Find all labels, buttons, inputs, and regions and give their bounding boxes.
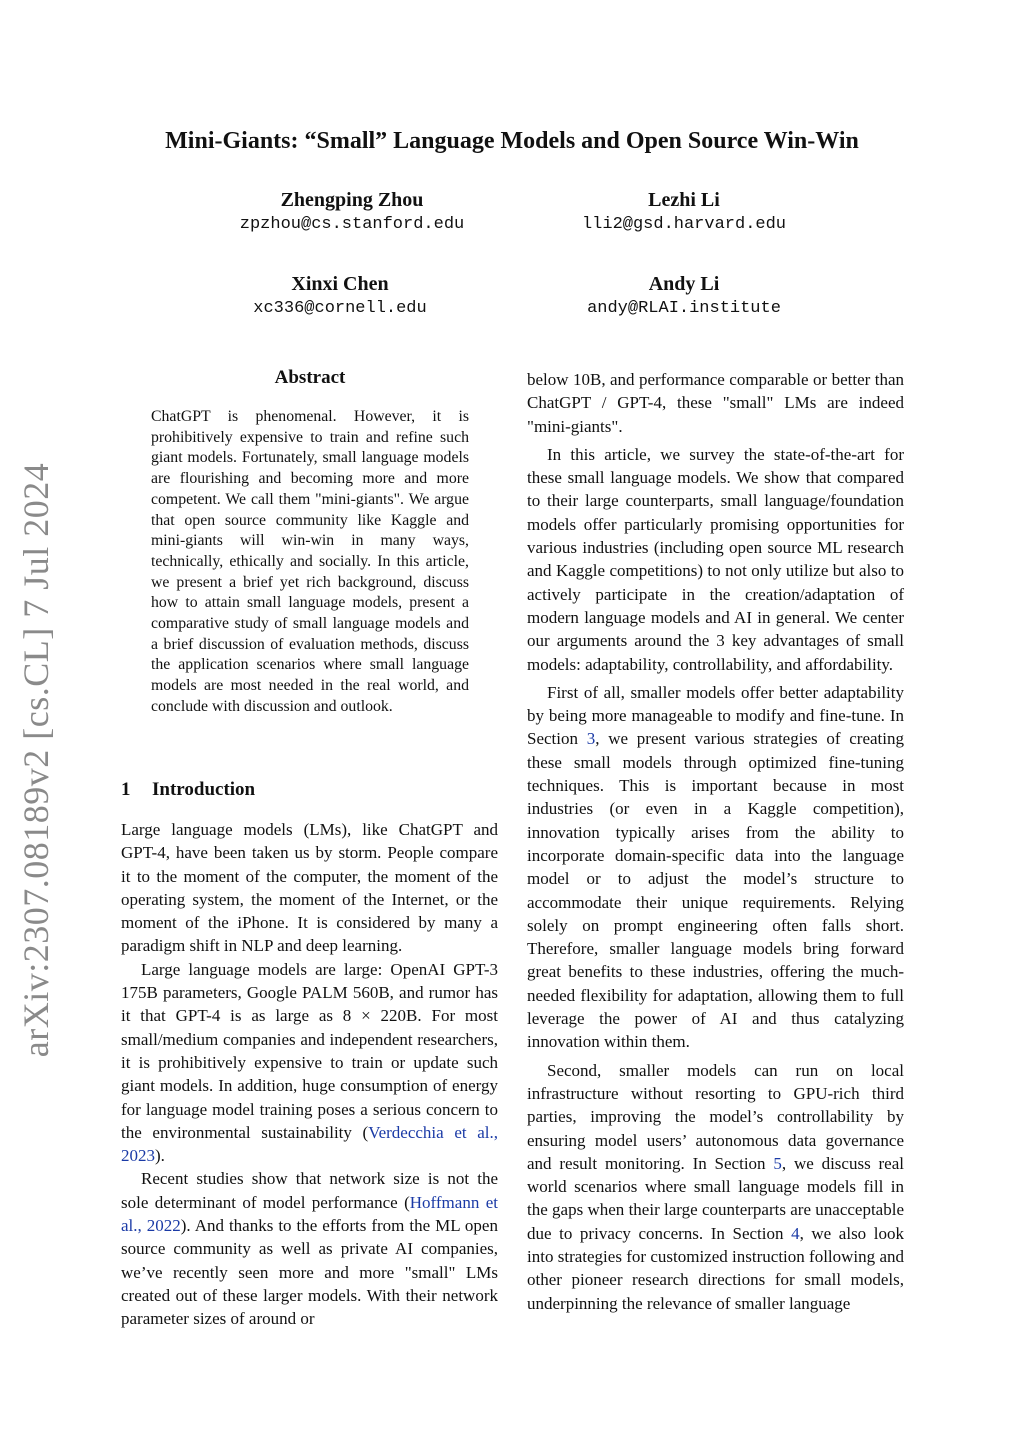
right-column bbox=[527, 368, 904, 1315]
author-email: andy@RLAI.institute bbox=[587, 299, 781, 318]
section-number: 1 bbox=[121, 779, 131, 800]
section-heading-introduction bbox=[121, 779, 255, 801]
left-column bbox=[121, 818, 498, 1331]
author-email: lli2@gsd.harvard.edu bbox=[581, 215, 787, 234]
citation-link[interactable]: Hoffmann et al., 2022 bbox=[121, 1192, 498, 1236]
author-email: xc336@cornell.edu bbox=[253, 299, 427, 318]
citation-link[interactable]: Verdecchia et al., 2023 bbox=[121, 1122, 498, 1166]
section-ref-link[interactable]: 4 bbox=[791, 1223, 800, 1243]
author-name: Andy Li bbox=[648, 273, 720, 295]
author-name: Xinxi Chen bbox=[291, 273, 389, 295]
author-block-1 bbox=[172, 188, 532, 238]
paragraph: Large language models are large: OpenAI GPT-3 175B parameters, Google PALM 560B, and rumor has it that GPT-4 is as large as 8 × 220B. For most small/medium companies and independent researchers, it is prohibitively expensive to train or update such giant models. In addition, huge consumption of energy for language model training poses a serious concern to the environmental sustainability (Verdecchia et al., 2023). bbox=[121, 959, 498, 1166]
author-email: zpzhou@cs.stanford.edu bbox=[239, 215, 465, 234]
arxiv-identifier-stamp bbox=[12, 462, 60, 1058]
section-title: Introduction bbox=[152, 779, 256, 800]
section-ref-link[interactable]: 5 bbox=[773, 1153, 782, 1173]
paragraph: Large language models (LMs), like ChatGPT and GPT-4, have been taken us by storm. People compare it to the moment of the computer, the moment of the operating system, the moment of the Internet, or the moment of the iPhone. It is considered by many a paradigm shift in NLP and deep learning. bbox=[121, 820, 498, 956]
paragraph: In this article, we survey the state-of-the-art for these small language models. We show that compared to their large counterparts, small language/foundation models offer particularly promising opportunities for various industries (including open source ML research and Kaggle competitions) to not only utilize but also to actively participate in the creation/adaptation of modern language models and AI in general. We center our arguments around the 3 key advantages of small models: adaptability, controllability, and affordability. bbox=[527, 444, 904, 674]
author-name: Lezhi Li bbox=[648, 189, 720, 211]
paragraph: Second, smaller models can run on local infrastructure without resorting to GPU-rich third parties, improving the model’s controllability by ensuring model users’ autonomous data governance and result monitoring. In Section 5, we discuss real world scenarios where small language models fill in the gaps when their large counterparts are unacceptable due to privacy concerns. In Section 4, we also look into strategies for customized instruction following and other pioneer research directions for small models, underpinning the relevance of smaller language bbox=[527, 1060, 904, 1313]
paragraph: below 10B, and performance comparable or better than ChatGPT / GPT-4, these "small" LMs are indeed "mini-giants". bbox=[527, 370, 904, 436]
author-block-2 bbox=[504, 188, 864, 238]
author-block-4 bbox=[504, 272, 864, 322]
section-ref-link[interactable]: 3 bbox=[586, 729, 596, 749]
paragraph: Recent studies show that network size is not the sole determinant of model performance (Hoffmann et al., 2022). And thanks to the efforts from the ML open source community as well as private AI companies, we’ve recently seen more and more "small" LMs created out of these larger models. With their network parameter sizes of around or bbox=[121, 1169, 498, 1329]
abstract-body: ChatGPT is phenomenal. However, it is prohibitively expensive to train and refine such giant models. Fortunately, small language models are flourishing and becoming more and more competent. We call them "mini-giants". We argue that open source community like Kaggle and mini-giants will win-win in many ways, technically, ethically and socially. In this article, we present a brief yet rich background, discuss how to attain small language models, present a comparative study of small language models and a brief discussion of evaluation methods, discuss the application scenarios where small language models are most needed in the real world, and conclude with discussion and outlook. bbox=[151, 408, 469, 715]
abstract-heading: Abstract bbox=[274, 367, 346, 388]
paragraph: First of all, smaller models offer better adaptability by being more manageable to modify and fine-tune. In Section 3, we present various strategies of creating these small models through optimized fine-tuning techniques. This is important because in most industries (or even in a Kaggle competition), innovation typically arises from the ability to incorporate domain-specific data into the language model or to adjust the model’s structure to accommodate their unique requirements. Relying solely on prompt engineering often falls short. Therefore, smaller language models bring forward great benefits to these industries, offering the much-needed flexibility for adaptation, allowing them to full leverage the power of AI and thus catalyzing innovation within them. bbox=[527, 682, 904, 1052]
paper-title: Mini-Giants: “Small” Language Models and Open Source Win-Win bbox=[165, 128, 859, 154]
arxiv-identifier-text: arXiv:2307.08189v2 [cs.CL] 7 Jul 2024 bbox=[16, 462, 57, 1058]
author-name: Zhengping Zhou bbox=[280, 189, 424, 211]
author-block-3 bbox=[160, 272, 520, 322]
